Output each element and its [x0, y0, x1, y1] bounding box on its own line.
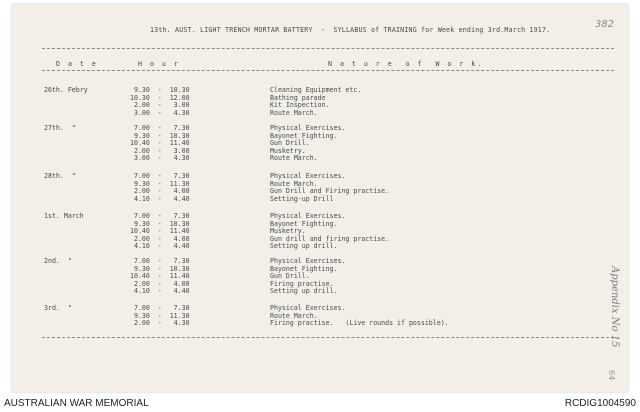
document-sheet — [12, 4, 628, 392]
schedule-work: Physical Exercises. — [270, 304, 346, 312]
schedule-date: 26th. Febry — [44, 86, 88, 94]
schedule-hour: 9.30 - 11.30 — [130, 179, 190, 188]
document-title: 13th. AUST. LIGHT TRENCH MORTAR BATTERY - SYLLABUS of TRAINING for Week ending 3rd.March 1917. — [150, 26, 551, 34]
schedule-work: Firing practise. (Live rounds if possible). — [270, 319, 449, 328]
source-label: AUSTRALIAN WAR MEMORIAL — [4, 398, 149, 409]
schedule-work: Route March. — [270, 108, 318, 117]
schedule-hour: 9.30 - 10.30 — [130, 131, 190, 140]
schedule-hour: 10.40 - 11.40 — [130, 227, 190, 236]
schedule-work: Firing practise. — [270, 279, 334, 288]
schedule-hour: 10.40 - 11.40 — [130, 272, 190, 281]
schedule-work: Route March. — [270, 311, 318, 320]
schedule-work: Setting up drill. — [270, 287, 338, 296]
schedule-date: 2nd. " — [44, 257, 72, 265]
schedule-hour: 10.40 - 11.40 — [130, 139, 190, 148]
schedule-date: 27th. " — [44, 124, 76, 132]
schedule-work: Route March. — [270, 179, 318, 188]
schedule-hour: 7.00 - 7.30 — [130, 212, 190, 220]
appendix-note: Appendix No 15 — [609, 266, 620, 348]
schedule-hour: 2.00 - 3.00 — [130, 146, 190, 155]
schedule-work: Musketry. — [270, 227, 306, 236]
schedule-hour: 3.00 - 4.30 — [130, 108, 190, 117]
schedule-work: Physical Exercises. — [270, 172, 346, 180]
schedule-work: Setting-up Drill — [270, 194, 334, 203]
folio-number: 64 — [607, 370, 616, 381]
schedule-work: Setting up drill. — [270, 242, 338, 251]
column-header-hour: H o u r — [138, 60, 180, 68]
page-number: 382 — [595, 19, 615, 30]
schedule-hour: 9.30 - 10.30 — [130, 219, 190, 228]
schedule-work: Gun Drill and Firing practise. — [270, 187, 390, 196]
schedule-hour: 2.00 - 3.00 — [130, 101, 190, 110]
schedule-work: Gun drill and firing practise. — [270, 234, 390, 243]
schedule-hour: 7.00 - 7.30 — [130, 124, 190, 132]
schedule-hour: 2.00 - 4.00 — [130, 279, 190, 288]
column-header-work: N a t u r e o f W o r k. — [328, 60, 484, 68]
schedule-work: Cleaning Equipment etc. — [270, 86, 362, 94]
schedule-hour: 7.00 - 7.30 — [130, 172, 190, 180]
schedule-hour: 10.30 - 12.00 — [130, 93, 190, 102]
column-header-date: D a t e — [56, 60, 98, 68]
schedule-work: Bathing parade — [270, 93, 326, 102]
schedule-work: Kit Inspection. — [270, 101, 330, 110]
schedule-hour: 7.00 - 7.30 — [130, 304, 190, 312]
header-rule-top — [42, 48, 614, 49]
schedule-hour: 9.30 - 10.30 — [130, 264, 190, 273]
schedule-hour: 7.00 - 7.30 — [130, 257, 190, 265]
schedule-date: 3rd. " — [44, 304, 72, 312]
schedule-date: 1st. March — [44, 212, 84, 220]
schedule-hour: 4.10 - 4.40 — [130, 194, 190, 203]
schedule-work: Bayonet Fighting. — [270, 131, 338, 140]
schedule-hour: 2.00 - 4.30 — [130, 319, 190, 328]
schedule-date: 28th. " — [44, 172, 76, 180]
schedule-hour: 4.10 - 4.40 — [130, 242, 190, 251]
schedule-hour: 3.00 - 4.30 — [130, 154, 190, 163]
record-id: RCDIG1004590 — [564, 398, 636, 409]
schedule-work: Gun Drill. — [270, 272, 310, 281]
schedule-work: Physical Exercises. — [270, 257, 346, 265]
schedule-work: Route March. — [270, 154, 318, 163]
schedule-hour: 2.00 - 4.00 — [130, 187, 190, 196]
schedule-hour: 2.00 - 4.00 — [130, 234, 190, 243]
footer-rule — [42, 337, 614, 338]
schedule-work: Musketry. — [270, 146, 306, 155]
schedule-hour: 9.30 - 11.30 — [130, 311, 190, 320]
schedule-work: Bayonet Fighting. — [270, 219, 338, 228]
schedule-hour: 9.30 - 10.30 — [130, 86, 190, 94]
schedule-work: Physical Exercises. — [270, 212, 346, 220]
schedule-hour: 4.10 - 4.40 — [130, 287, 190, 296]
schedule-work: Bayonet Fighting. — [270, 264, 338, 273]
header-rule-bottom — [42, 70, 614, 71]
schedule-work: Physical Exercises. — [270, 124, 346, 132]
schedule-work: Gun Drill. — [270, 139, 310, 148]
